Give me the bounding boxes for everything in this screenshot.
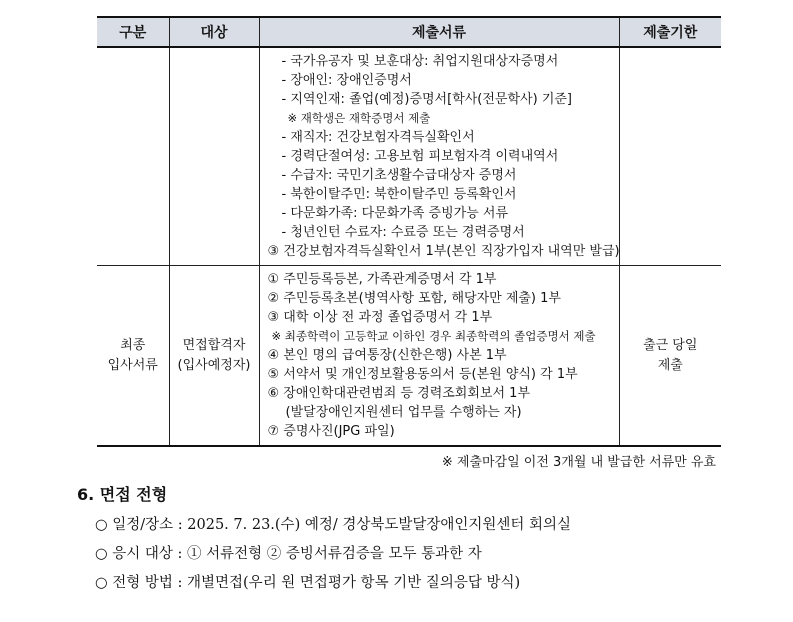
list-item: ⑥ 장애인학대관련범죄 등 경력조회회보서 1부 [267,386,530,401]
header-target: 대상 [169,17,259,47]
row1-category [97,47,169,266]
list-item: - 경력단절여성: 고용보험 피보험자격 이력내역서 [281,149,559,164]
row2-target [169,266,259,447]
row1-documents [259,47,619,266]
list-item: ② 주민등록초본(병역사항 포함, 해당자만 제출) 1부 [267,291,561,306]
documents-table [97,16,721,447]
table-header-row [97,17,721,47]
header-deadline: 제출기한 [619,17,721,47]
list-item: ④ 본인 명의 급여통장(신한은행) 사본 1부 [267,348,507,363]
bullet-eligibility: ○ 응시 대상 : ① 서류전형 ② 증빙서류검증을 모두 통과한 자 [95,546,482,562]
list-item: - 장애인: 장애인증명서 [281,73,412,88]
list-item: - 수급자: 국민기초생활수급대상자 증명서 [281,168,517,183]
row2-category [97,266,169,447]
row2-deadline [619,266,721,447]
category-line: 최종 [120,337,146,353]
row1-target [169,47,259,266]
bullet-schedule: ○ 일정/장소 : 2025. 7. 23.(수) 예정/ 경상북도발달장애인지원센터 회의실 [95,517,572,533]
table-footnote: ※ 제출마감일 이전 3개월 내 발급한 서류만 유효 [441,455,716,470]
deadline-line: 출근 당일 [643,337,698,353]
row1-deadline [619,47,721,266]
table-row [97,47,721,266]
header-documents: 제출서류 [259,17,619,47]
deadline-line: 제출 [657,357,683,373]
list-item: - 북한이탈주민: 북한이탈주민 등록확인서 [281,187,517,202]
list-item: - 재직자: 건강보험자격득실확인서 [281,130,475,145]
list-item: - 국가유공자 및 보훈대상: 취업지원대상자증명서 [281,54,559,69]
interview-bullets [95,514,571,601]
list-item: - 지역인재: 졸업(예정)증명서[학사(전문학사) 기준] [281,92,573,107]
list-item: ③ 대학 이상 전 과정 졸업증명서 각 1부 [267,310,493,325]
list-item: ① 주민등록등본, 가족관계증명서 각 1부 [267,272,497,287]
bullet-method: ○ 전형 방법 : 개별면접(우리 원 면접평가 항목 기반 질의응답 방식) [95,575,521,591]
target-line: 면접합격자 [182,337,246,353]
target-line: (입사예정자) [177,357,251,373]
list-note: ※ 재학생은 재학증명서 제출 [287,111,431,125]
list-note: ※ 최종학력이 고등학교 이하인 경우 최종학력의 졸업증명서 제출 [271,329,596,343]
list-item: (발달장애인지원센터 업무를 수행하는 자) [285,405,522,420]
header-category: 구분 [97,17,169,47]
list-item: ⑦ 증명사진(JPG 파일) [267,424,395,439]
list-item: ⑤ 서약서 및 개인정보활용동의서 등(본원 양식) 각 1부 [267,367,578,382]
list-item: - 다문화가족: 다문화가족 증빙가능 서류 [281,206,509,221]
list-item: - 청년인턴 수료자: 수료증 또는 경력증명서 [281,225,525,240]
row2-documents [259,266,619,447]
table-row [97,266,721,447]
section-title: 6. 면접 전형 [77,485,168,504]
category-line: 입사서류 [107,357,158,373]
list-item: ③ 건강보험자격득실확인서 1부(본인 직장가입자 내역만 발급) [267,244,620,259]
